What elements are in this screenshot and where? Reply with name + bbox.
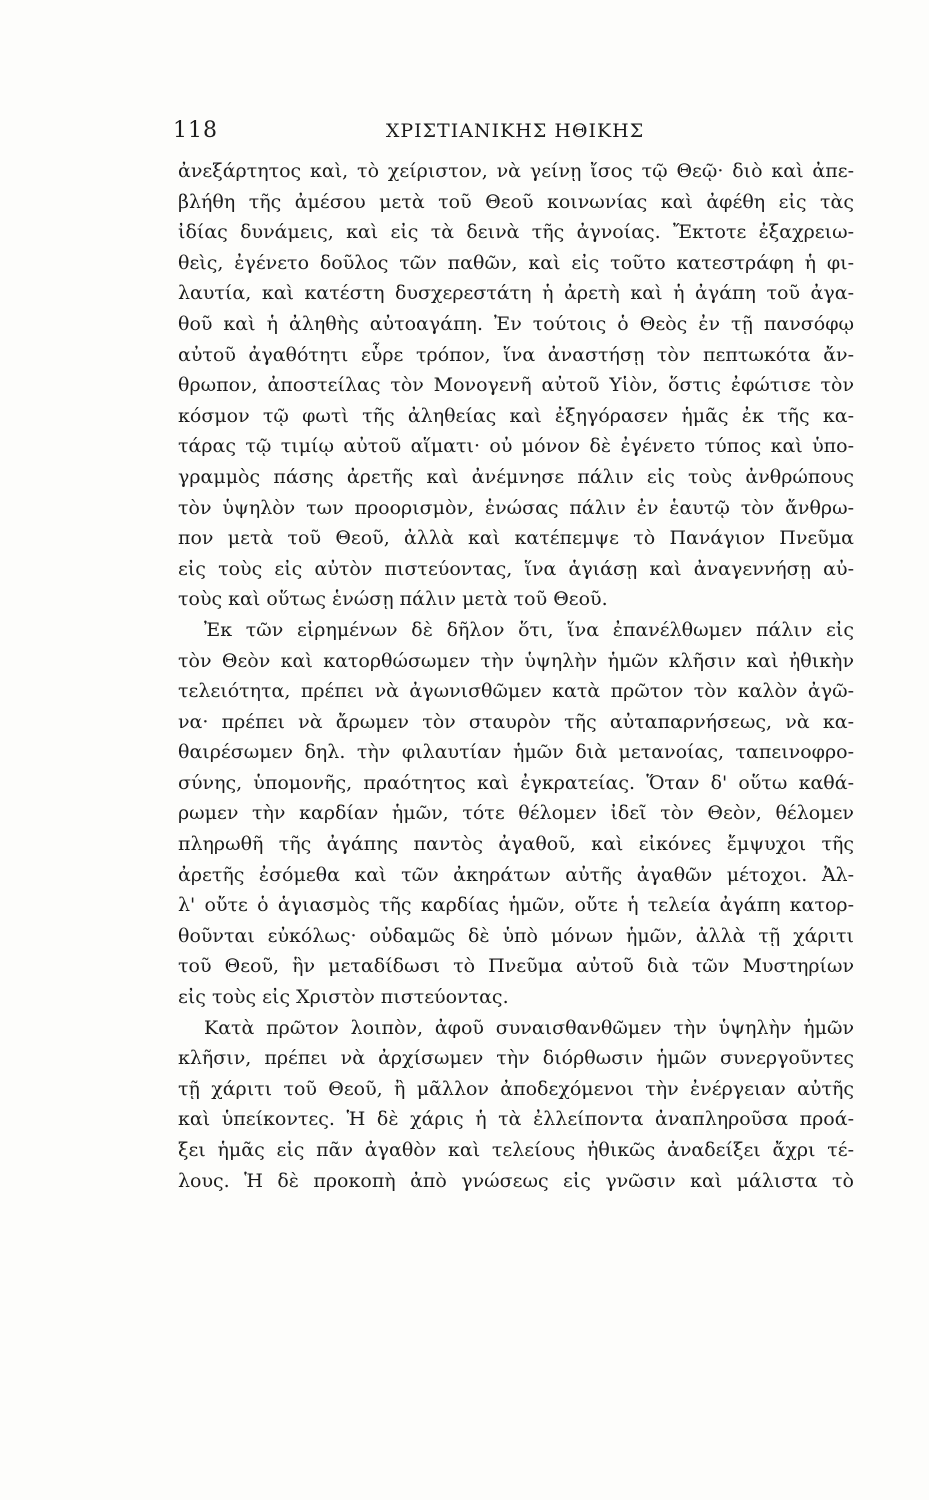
text-line: τὸν ὑψηλὸν των προορισμὸν, ἑνώσας πάλιν ἐν ἑαυτῷ τὸν ἄνθρω- [178, 496, 854, 519]
text-line: να· πρέπει νὰ ἄρωμεν τὸν σταυρὸν τῆς αὐταπαρνήσεως, νὰ κα- [178, 710, 854, 733]
text-line: πον μετὰ τοῦ Θεοῦ, ἀλλὰ καὶ κατέπεμψε τὸ Πανάγιον Πνεῦμα [178, 527, 854, 550]
text-line: αὐτοῦ ἀγαθότητι εὗρε τρόπον, ἵνα ἀναστήσῃ τὸν πεπτωκότα ἄν- [178, 343, 854, 366]
text-line: λαυτία, καὶ κατέστη δυσχερεστάτη ἡ ἀρετὴ καὶ ἡ ἀγάπη τοῦ ἀγα- [178, 282, 854, 305]
text-line: ρωμεν τὴν καρδίαν ἡμῶν, τότε θέλομεν ἰδεῖ τὸν Θεὸν, θέλομεν [178, 802, 854, 825]
text-line: λους. Ἡ δὲ προκοπὴ ἀπὸ γνώσεως εἰς γνῶσιν καὶ μάλιστα τὸ [178, 1169, 854, 1192]
text-line: θρωπον, ἀποστείλας τὸν Μονογενῆ αὐτοῦ Υἱὸν, ὅστις ἐφώτισε τὸν [178, 374, 854, 397]
text-line: γραμμὸς πάσης ἀρετῆς καὶ ἀνέμνησε πάλιν εἰς τοὺς ἀνθρώπους [178, 465, 854, 488]
text-line: λ' οὔτε ὁ ἁγιασμὸς τῆς καρδίας ἡμῶν, οὔτε ἡ τελεία ἀγάπη κατορ- [178, 894, 854, 917]
text-line: θαιρέσωμεν δηλ. τὴν φιλαυτίαν ἡμῶν διὰ μετανοίας, ταπεινοφρο- [178, 741, 854, 764]
text-line: τοὺς καὶ οὕτως ἑνώσῃ πάλιν μετὰ τοῦ Θεοῦ. [178, 588, 608, 611]
text-line: θοῦνται εὐκόλως· οὐδαμῶς δὲ ὑπὸ μόνων ἡμῶν, ἀλλὰ τῇ χάριτι [178, 924, 854, 947]
text-line: τῇ χάριτι τοῦ Θεοῦ, ἢ μᾶλλον ἀποδεχόμενοι τὴν ἐνέργειαν αὐτῆς [178, 1077, 854, 1100]
text-line: κλῆσιν, πρέπει νὰ ἀρχίσωμεν τὴν διόρθωσιν ἡμῶν συνεργοῦντες [178, 1047, 854, 1070]
text-line: Κατὰ πρῶτον λοιπὸν, ἀφοῦ συναισθανθῶμεν τὴν ὑψηλὴν ἡμῶν [204, 1016, 854, 1039]
body-text [178, 156, 854, 1196]
text-line: τελειότητα, πρέπει νὰ ἀγωνισθῶμεν κατὰ πρῶτον τὸν καλὸν ἀγῶ- [178, 680, 854, 703]
text-line: πληρωθῆ τῆς ἀγάπης παντὸς ἀγαθοῦ, καὶ εἰκόνες ἔμψυχοι τῆς [178, 833, 854, 856]
text-line: τὸν Θεὸν καὶ κατορθώσωμεν τὴν ὑψηλὴν ἡμῶν κλῆσιν καὶ ἠθικὴν [178, 649, 854, 672]
text-line: θεὶς, ἐγένετο δοῦλος τῶν παθῶν, καὶ εἰς τοῦτο κατεστράφη ἡ φι- [178, 251, 854, 274]
text-line: εἰς τοὺς εἰς αὐτὸν πιστεύοντας, ἵνα ἁγιάσῃ καὶ ἀναγεννήσῃ αὐ- [178, 557, 854, 580]
text-line: Ἐκ τῶν εἰρημένων δὲ δῆλον ὅτι, ἵνα ἐπανέλθωμεν πάλιν εἰς [204, 618, 854, 641]
running-title: ΧΡΙΣΤΙΑΝΙΚΗΣ ΗΘΙΚΗΣ [385, 120, 645, 142]
text-line: σύνης, ὑπομονῆς, πραότητος καὶ ἐγκρατείας. Ὅταν δ' οὕτω καθά- [178, 771, 854, 794]
text-line: εἰς τοὺς εἰς Χριστὸν πιστεύοντας. [178, 986, 509, 1009]
text-line: ἀνεξάρτητος καὶ, τὸ χείριστον, νὰ γείνῃ ἴσος τῷ Θεῷ· διὸ καὶ ἀπε- [178, 160, 854, 182]
text-line: τάρας τῷ τιμίῳ αὐτοῦ αἵματι· οὐ μόνον δὲ ἐγένετο τύπος καὶ ὑπο- [178, 435, 854, 458]
page-number: 118 [173, 118, 218, 143]
text-line: θοῦ καὶ ἡ ἀληθὴς αὐτοαγάπη. Ἐν τούτοις ὁ Θεὸς ἐν τῇ πανσόφῳ [178, 312, 854, 335]
text-line: ἰδίας δυνάμεις, καὶ εἰς τὰ δεινὰ τῆς ἀγνοίας. Ἔκτοτε ἐξαχρειω- [178, 221, 854, 244]
text-line: κόσμον τῷ φωτὶ τῆς ἀληθείας καὶ ἐξηγόρασεν ἡμᾶς ἐκ τῆς κα- [178, 404, 854, 427]
text-line: τοῦ Θεοῦ, ἣν μεταδίδωσι τὸ Πνεῦμα αὐτοῦ διὰ τῶν Μυστηρίων [178, 955, 854, 978]
text-line: καὶ ὑπείκοντες. Ἡ δὲ χάρις ἡ τὰ ἐλλείποντα ἀναπληροῦσα προά- [178, 1108, 854, 1131]
text-line: ξει ἡμᾶς εἰς πᾶν ἀγαθὸν καὶ τελείους ἠθικῶς ἀναδείξει ἄχρι τέ- [178, 1139, 854, 1161]
text-line: βλήθη τῆς ἀμέσου μετὰ τοῦ Θεοῦ κοινωνίας καὶ ἀφέθη εἰς τὰς [178, 190, 854, 213]
text-line: ἀρετῆς ἐσόμεθα καὶ τῶν ἀκηράτων αὐτῆς ἀγαθῶν μέτοχοι. Ἀλ- [178, 863, 854, 886]
running-head [170, 116, 860, 146]
